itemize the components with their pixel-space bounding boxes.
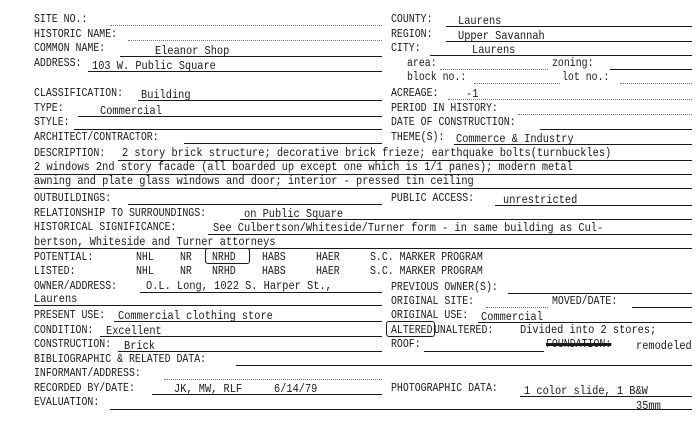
listed-habs: HABS <box>262 265 286 278</box>
potential-nhl: NHL <box>136 251 154 264</box>
condition-value: Excellent <box>106 324 162 338</box>
construction-line <box>118 351 382 352</box>
outbuildings-label: OUTBUILDINGS: <box>34 192 112 205</box>
city-value: Laurens <box>472 43 516 57</box>
type-line <box>78 116 382 117</box>
present-use-label: PRESENT USE: <box>34 309 106 322</box>
address-line <box>88 71 382 72</box>
address-value: 103 W. Public Square <box>92 59 216 73</box>
original-use-label: ORIGINAL USE: <box>391 309 469 322</box>
common-name-line <box>120 56 382 57</box>
altered-note: Divided into 2 stores; <box>520 323 657 337</box>
listed-nhl: NHL <box>136 265 154 278</box>
site-no-line <box>110 25 382 26</box>
area-line <box>440 69 548 70</box>
description-line-2: 2 windows 2nd story facade (all boarded up except one which is 1/1 panes); modern metal <box>34 160 573 174</box>
listed-nr: NR <box>180 265 192 278</box>
architect-label: ARCHITECT/CONTRACTOR: <box>34 131 159 144</box>
description-line-1: 2 story brick structure; decorative brick frieze; earthquake bolts(turnbuckles) <box>122 146 612 160</box>
themes-label: THEME(S): <box>391 131 445 144</box>
classification-line <box>138 100 382 101</box>
present-use-line <box>114 321 382 322</box>
potential-marker: S.C. MARKER PROGRAM <box>370 251 483 264</box>
evaluation-line <box>110 409 692 410</box>
historical-significance-line-1: See Culbertson/Whiteside/Turner form - in same building as Cul- <box>213 221 604 235</box>
evaluation-label: EVALUATION: <box>34 396 100 409</box>
foundation-label: FOUNDATION: <box>546 338 612 351</box>
present-use-value: Commercial clothing store <box>118 309 273 323</box>
potential-nr: NR <box>180 251 192 264</box>
acreage-value: -1 <box>466 87 479 101</box>
roof-line <box>424 351 544 352</box>
address-label: ADDRESS: <box>34 57 82 70</box>
moved-date-line <box>632 307 692 308</box>
description-rule-3 <box>34 188 692 189</box>
remodeled-note: remodeled <box>636 339 692 353</box>
lot-no-line <box>620 83 692 84</box>
altered-label: ALTERED <box>391 324 433 337</box>
date-construction-label: DATE OF CONSTRUCTION: <box>391 116 516 129</box>
date-construction-line <box>540 129 692 130</box>
original-site-line <box>486 307 548 308</box>
bibliographic-line <box>236 365 692 366</box>
historical-significance-rule-1 <box>208 234 692 235</box>
region-label: REGION: <box>391 28 433 41</box>
historic-name-line <box>128 40 382 41</box>
recorded-by-label: RECORDED BY/DATE: <box>34 382 135 395</box>
zoning-label: zoning: <box>552 57 594 70</box>
owner-address-rule-2 <box>34 305 382 306</box>
original-site-label: ORIGINAL SITE: <box>391 295 475 308</box>
moved-date-label: MOVED/DATE: <box>552 295 618 308</box>
photographic-data-line-2: 35mm <box>636 399 661 413</box>
condition-label: CONDITION: <box>34 324 94 337</box>
period-line <box>518 114 692 115</box>
previous-owners-line <box>508 293 692 294</box>
classification-value: Building <box>141 88 191 102</box>
unaltered-label: UNALTERED: <box>434 324 494 337</box>
description-label: DESCRIPTION: <box>34 147 106 160</box>
themes-value: Commerce & Industry <box>456 132 574 146</box>
bibliographic-label: BIBLIOGRAPHIC & RELATED DATA: <box>34 353 207 366</box>
acreage-line <box>448 99 692 100</box>
historic-name-label: HISTORIC NAME: <box>34 28 118 41</box>
county-line <box>446 26 692 27</box>
recorded-by-line <box>152 394 382 395</box>
acreage-label: ACREAGE: <box>391 87 439 100</box>
block-no-label: block no.: <box>407 71 467 84</box>
potential-nrhd: NRHD <box>212 251 236 264</box>
block-no-line <box>474 83 560 84</box>
site-no-label: SITE NO.: <box>34 13 88 26</box>
area-label: area: <box>407 57 437 70</box>
recorded-by-value: JK, MW, RLF <box>174 382 243 396</box>
region-line <box>446 41 692 42</box>
informant-line <box>164 379 382 380</box>
public-access-value: unrestricted <box>503 193 578 207</box>
historical-significance-rule-2 <box>34 248 692 249</box>
construction-label: CONSTRUCTION: <box>34 338 112 351</box>
condition-line <box>100 336 382 337</box>
roof-label: ROOF: <box>391 338 421 351</box>
owner-address-line-1: O.L. Long, 1022 S. Harper St., <box>146 279 332 293</box>
themes-line <box>454 144 692 145</box>
common-name-label: COMMON NAME: <box>34 42 106 55</box>
owner-address-line-2: Laurens <box>34 292 78 306</box>
altered-circle <box>386 321 435 337</box>
photographic-data-rule-1 <box>520 396 692 397</box>
potential-habs: HABS <box>262 251 286 264</box>
public-access-line <box>495 205 692 206</box>
type-label: TYPE: <box>34 102 64 115</box>
style-label: STYLE: <box>34 116 70 129</box>
photographic-data-label: PHOTOGRAPHIC DATA: <box>391 382 498 395</box>
listed-marker: S.C. MARKER PROGRAM <box>370 265 483 278</box>
potential-nrhd-circle <box>205 248 250 264</box>
previous-owners-label: PREVIOUS OWNER(S): <box>391 281 498 294</box>
relationship-label: RELATIONSHIP TO SURROUNDINGS: <box>34 207 207 220</box>
type-value: Commercial <box>100 104 162 118</box>
construction-value: Brick <box>124 339 155 353</box>
region-value: Upper Savannah <box>458 29 545 43</box>
recorded-date-value: 6/14/79 <box>274 382 318 396</box>
architect-line <box>184 143 382 144</box>
county-value: Laurens <box>458 14 502 28</box>
zoning-line <box>610 69 692 70</box>
style-line <box>74 129 382 130</box>
owner-address-rule-1 <box>140 292 382 293</box>
owner-address-label: OWNER/ADDRESS: <box>34 280 118 293</box>
period-label: PERIOD IN HISTORY: <box>391 102 498 115</box>
historical-significance-line-2: bertson, Whiteside and Turner attorneys <box>34 235 276 249</box>
lot-no-label: lot no.: <box>562 71 610 84</box>
city-line <box>430 55 692 56</box>
county-label: COUNTY: <box>391 13 433 26</box>
relationship-value: on Public Square <box>244 207 344 221</box>
potential-label: POTENTIAL: <box>34 251 94 264</box>
potential-haer: HAER <box>316 251 340 264</box>
relationship-line <box>240 219 692 220</box>
classification-label: CLASSIFICATION: <box>34 87 124 100</box>
original-use-value: Commercial <box>481 310 543 324</box>
listed-haer: HAER <box>316 265 340 278</box>
listed-nrhd: NRHD <box>212 265 236 278</box>
city-label: CITY: <box>391 42 421 55</box>
informant-label: INFORMANT/ADDRESS: <box>34 367 141 380</box>
outbuildings-line <box>128 204 382 205</box>
listed-label: LISTED: <box>34 265 76 278</box>
public-access-label: PUBLIC ACCESS: <box>391 192 475 205</box>
common-name-value: Eleanor Shop <box>155 44 230 58</box>
photographic-data-line-1: 1 color slide, 1 B&W <box>524 384 648 398</box>
description-line-3: awning and plate glass windows and door; interior - pressed tin ceiling <box>34 174 474 188</box>
historical-significance-label: HISTORICAL SIGNIFICANCE: <box>34 221 177 234</box>
